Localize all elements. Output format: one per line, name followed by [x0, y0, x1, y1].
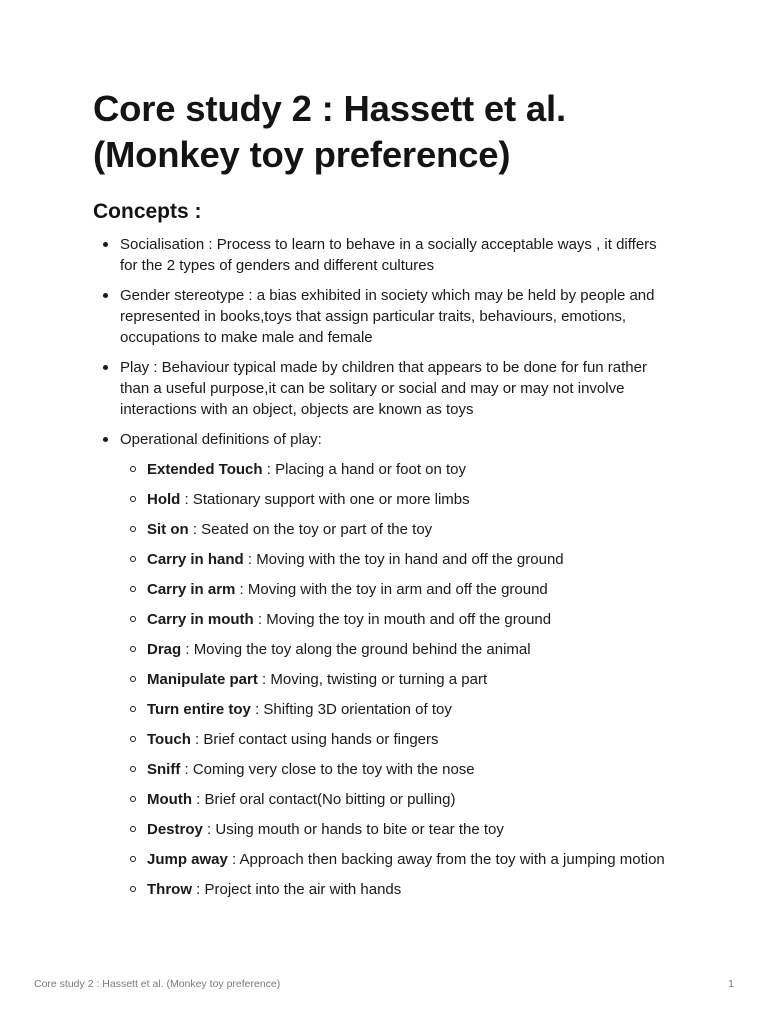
definition-item [120, 579, 673, 600]
definition-term: Manipulate part [147, 671, 258, 688]
circle-bullet-icon [130, 496, 136, 502]
definition-term: Turn entire toy [147, 701, 251, 718]
circle-bullet-icon [130, 886, 136, 892]
definition-term: Carry in arm [147, 581, 236, 598]
definition-term: Carry in hand [147, 551, 244, 568]
circle-bullet-icon [130, 526, 136, 532]
definition-desc: : Moving with the toy in hand and off the ground [243, 551, 564, 568]
definition-term: Mouth [147, 791, 192, 808]
definition-item [120, 519, 673, 540]
concept-item-play [93, 357, 673, 420]
circle-bullet-icon [130, 556, 136, 562]
definition-item [120, 849, 673, 870]
circle-bullet-icon [130, 616, 136, 622]
definition-term: Hold [147, 491, 181, 508]
bullet-icon [103, 365, 108, 370]
footer-running-title: Core study 2 : Hassett et al. (Monkey toy preference) [34, 978, 281, 990]
definition-desc: : Shifting 3D orientation of toy [250, 701, 452, 718]
concept-text: Operational definitions of play: [120, 431, 322, 448]
title-line-2: (Monkey toy preference) [93, 134, 511, 175]
definition-desc: : Project into the air with hands [192, 881, 402, 898]
definition-term: Jump away [147, 851, 228, 868]
concepts-list [93, 234, 673, 909]
definition-term: Destroy [147, 821, 203, 838]
definition-item [120, 729, 673, 750]
definition-desc: : Brief contact using hands or fingers [190, 731, 439, 748]
definition-term: Sit on [147, 521, 189, 538]
footer-page-number: 1 [728, 978, 734, 990]
definition-desc: : Placing a hand or foot on toy [262, 461, 467, 478]
definition-term: Carry in mouth [147, 611, 254, 628]
concept-item-socialisation [93, 234, 673, 276]
definition-term: Extended Touch [147, 461, 263, 478]
title-line-1: Core study 2 : Hassett et al. [93, 88, 566, 129]
definition-item [120, 879, 673, 900]
definition-item [120, 759, 673, 780]
concept-text: Gender stereotype : a bias exhibited in society which may be held by people and represented in books,toys that assign particular traits, behaviours, emotions, occupations to make male and female [120, 287, 655, 346]
section-heading-concepts: Concepts : [93, 200, 202, 223]
concept-item-operational-definitions [93, 429, 673, 900]
definition-item [120, 609, 673, 630]
bullet-icon [103, 242, 108, 247]
definition-item [120, 699, 673, 720]
definition-desc: : Moving with the toy in arm and off the ground [235, 581, 548, 598]
definitions-list [120, 459, 673, 900]
definition-item [120, 789, 673, 810]
definition-desc: : Moving, twisting or turning a part [257, 671, 488, 688]
definition-item [120, 819, 673, 840]
circle-bullet-icon [130, 736, 136, 742]
page-title [93, 86, 693, 178]
definition-desc: : Moving the toy in mouth and off the ground [253, 611, 552, 628]
definition-term: Sniff [147, 761, 181, 778]
definition-desc: : Coming very close to the toy with the nose [180, 761, 475, 778]
bullet-icon [103, 437, 108, 442]
circle-bullet-icon [130, 796, 136, 802]
concept-item-gender-stereotype [93, 285, 673, 348]
definition-item [120, 459, 673, 480]
concept-text: Socialisation : Process to learn to behave in a socially acceptable ways , it differs for the 2 types of genders and different cultures [120, 236, 657, 274]
circle-bullet-icon [130, 646, 136, 652]
definition-desc: : Moving the toy along the ground behind the animal [181, 641, 531, 658]
definition-desc: : Using mouth or hands to bite or tear the toy [202, 821, 504, 838]
definition-term: Drag [147, 641, 182, 658]
definition-item [120, 489, 673, 510]
definition-desc: : Stationary support with one or more limbs [180, 491, 470, 508]
definition-desc: : Seated on the toy or part of the toy [188, 521, 433, 538]
circle-bullet-icon [130, 766, 136, 772]
definition-term: Throw [147, 881, 192, 898]
circle-bullet-icon [130, 856, 136, 862]
definition-desc: : Brief oral contact(No bitting or pulling) [191, 791, 456, 808]
definition-item [120, 549, 673, 570]
circle-bullet-icon [130, 706, 136, 712]
circle-bullet-icon [130, 466, 136, 472]
circle-bullet-icon [130, 826, 136, 832]
bullet-icon [103, 293, 108, 298]
concept-text: Play : Behaviour typical made by children that appears to be done for fun rather than a useful purpose,it can be solitary or social and may or may not involve interactions with an object, objects are known as toys [120, 359, 647, 418]
circle-bullet-icon [130, 676, 136, 682]
definition-item [120, 639, 673, 660]
circle-bullet-icon [130, 586, 136, 592]
definition-item [120, 669, 673, 690]
definition-term: Touch [147, 731, 191, 748]
definition-desc: : Approach then backing away from the toy with a jumping motion [227, 851, 665, 868]
